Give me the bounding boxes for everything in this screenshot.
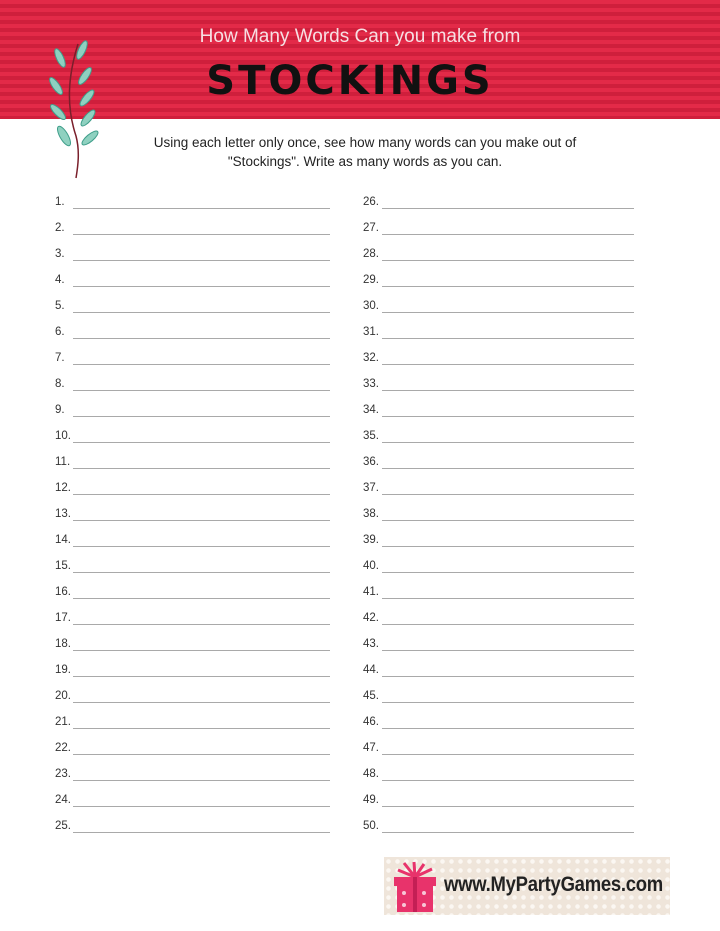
answer-column-left bbox=[55, 192, 330, 842]
answer-write-line[interactable] bbox=[382, 546, 634, 547]
answer-row bbox=[55, 790, 330, 816]
answer-row bbox=[55, 348, 330, 374]
answer-number: 25. bbox=[55, 820, 71, 832]
answer-number: 35. bbox=[363, 430, 379, 442]
answer-number: 31. bbox=[363, 326, 379, 338]
answer-write-line[interactable] bbox=[73, 442, 330, 443]
answer-row bbox=[363, 738, 638, 764]
answer-row bbox=[55, 400, 330, 426]
answer-row bbox=[55, 764, 330, 790]
answer-write-line[interactable] bbox=[382, 650, 634, 651]
answer-number: 30. bbox=[363, 300, 379, 312]
answer-row bbox=[363, 296, 638, 322]
answer-number: 32. bbox=[363, 352, 379, 364]
answer-column-right bbox=[363, 192, 638, 842]
answer-row bbox=[363, 452, 638, 478]
answer-row bbox=[55, 660, 330, 686]
answer-write-line[interactable] bbox=[73, 832, 330, 833]
answer-number: 22. bbox=[55, 742, 71, 754]
answer-write-line[interactable] bbox=[73, 338, 330, 339]
answer-write-line[interactable] bbox=[382, 338, 634, 339]
answer-row bbox=[363, 530, 638, 556]
answer-row bbox=[55, 296, 330, 322]
answer-write-line[interactable] bbox=[382, 520, 634, 521]
answer-number: 9. bbox=[55, 404, 65, 416]
answer-number: 38. bbox=[363, 508, 379, 520]
answer-number: 28. bbox=[363, 248, 379, 260]
answer-row bbox=[55, 686, 330, 712]
answer-write-line[interactable] bbox=[382, 364, 634, 365]
answer-number: 19. bbox=[55, 664, 71, 676]
answer-row bbox=[363, 322, 638, 348]
answer-row bbox=[363, 634, 638, 660]
answer-row bbox=[363, 582, 638, 608]
answer-row bbox=[55, 608, 330, 634]
answer-number: 12. bbox=[55, 482, 71, 494]
answer-write-line[interactable] bbox=[382, 468, 634, 469]
answer-write-line[interactable] bbox=[382, 702, 634, 703]
answer-row bbox=[363, 660, 638, 686]
answer-write-line[interactable] bbox=[382, 416, 634, 417]
answer-row bbox=[363, 556, 638, 582]
website-url: www.MyPartyGames.com bbox=[444, 873, 663, 896]
answer-row bbox=[55, 322, 330, 348]
answer-write-line[interactable] bbox=[73, 468, 330, 469]
answer-row bbox=[363, 426, 638, 452]
answer-write-line[interactable] bbox=[382, 494, 634, 495]
gift-box-icon bbox=[392, 861, 438, 913]
answer-number: 14. bbox=[55, 534, 71, 546]
answer-number: 45. bbox=[363, 690, 379, 702]
answer-write-line[interactable] bbox=[73, 286, 330, 287]
answer-write-line[interactable] bbox=[73, 546, 330, 547]
answer-write-line[interactable] bbox=[73, 780, 330, 781]
answer-number: 11. bbox=[55, 456, 71, 468]
answer-row bbox=[363, 686, 638, 712]
answer-number: 17. bbox=[55, 612, 71, 624]
answer-write-line[interactable] bbox=[382, 286, 634, 287]
answer-write-line[interactable] bbox=[73, 260, 330, 261]
answer-write-line[interactable] bbox=[73, 572, 330, 573]
header-subtitle: How Many Words Can you make from bbox=[199, 26, 521, 47]
answer-row bbox=[55, 556, 330, 582]
answer-number: 29. bbox=[363, 274, 379, 286]
answer-write-line[interactable] bbox=[382, 754, 634, 755]
answer-number: 6. bbox=[55, 326, 65, 338]
answer-write-line[interactable] bbox=[73, 234, 330, 235]
answer-number: 44. bbox=[363, 664, 379, 676]
answer-row bbox=[55, 192, 330, 218]
answer-number: 20. bbox=[55, 690, 71, 702]
answer-row bbox=[363, 608, 638, 634]
answer-write-line[interactable] bbox=[382, 832, 634, 833]
answer-write-line[interactable] bbox=[382, 572, 634, 573]
answer-write-line[interactable] bbox=[382, 208, 634, 209]
answer-write-line[interactable] bbox=[382, 442, 634, 443]
answer-row bbox=[363, 244, 638, 270]
answer-write-line[interactable] bbox=[73, 312, 330, 313]
answer-row bbox=[55, 270, 330, 296]
answer-write-line[interactable] bbox=[73, 702, 330, 703]
answer-row bbox=[55, 374, 330, 400]
answer-write-line[interactable] bbox=[73, 416, 330, 417]
answer-number: 16. bbox=[55, 586, 71, 598]
page-title: STOCKINGS bbox=[206, 58, 494, 104]
answer-row bbox=[363, 400, 638, 426]
answer-write-line[interactable] bbox=[73, 728, 330, 729]
answer-number: 39. bbox=[363, 534, 379, 546]
answer-row bbox=[363, 764, 638, 790]
instructions-line-1: Using each letter only once, see how many words can you make out of bbox=[153, 135, 577, 150]
header-banner bbox=[0, 0, 720, 119]
answer-write-line[interactable] bbox=[382, 390, 634, 391]
answer-row bbox=[363, 790, 638, 816]
answer-row bbox=[55, 426, 330, 452]
answer-row bbox=[55, 738, 330, 764]
answer-number: 23. bbox=[55, 768, 71, 780]
answer-write-line[interactable] bbox=[73, 624, 330, 625]
answer-number: 24. bbox=[55, 794, 71, 806]
answer-write-line[interactable] bbox=[73, 520, 330, 521]
answer-number: 46. bbox=[363, 716, 379, 728]
answer-row bbox=[363, 348, 638, 374]
answer-row bbox=[363, 270, 638, 296]
answer-number: 34. bbox=[363, 404, 379, 416]
website-badge bbox=[384, 857, 670, 915]
answer-row bbox=[55, 530, 330, 556]
answer-number: 43. bbox=[363, 638, 379, 650]
answer-row bbox=[55, 816, 330, 842]
answer-number: 4. bbox=[55, 274, 65, 286]
answer-row bbox=[55, 218, 330, 244]
answer-write-line[interactable] bbox=[382, 624, 634, 625]
answer-row bbox=[55, 244, 330, 270]
answer-write-line[interactable] bbox=[382, 234, 634, 235]
answer-number: 50. bbox=[363, 820, 379, 832]
answer-number: 18. bbox=[55, 638, 71, 650]
answer-number: 3. bbox=[55, 248, 65, 260]
answer-row bbox=[363, 712, 638, 738]
answer-number: 41. bbox=[363, 586, 379, 598]
answer-number: 36. bbox=[363, 456, 379, 468]
answer-write-line[interactable] bbox=[382, 598, 634, 599]
answer-write-line[interactable] bbox=[73, 494, 330, 495]
answer-write-line[interactable] bbox=[73, 390, 330, 391]
answer-number: 47. bbox=[363, 742, 379, 754]
answer-write-line[interactable] bbox=[73, 754, 330, 755]
answer-write-line[interactable] bbox=[73, 208, 330, 209]
answer-row bbox=[363, 192, 638, 218]
answer-write-line[interactable] bbox=[382, 312, 634, 313]
answer-number: 15. bbox=[55, 560, 71, 572]
answer-row bbox=[55, 452, 330, 478]
answer-row bbox=[363, 816, 638, 842]
answer-number: 13. bbox=[55, 508, 71, 520]
answer-write-line[interactable] bbox=[382, 806, 634, 807]
answer-row bbox=[55, 582, 330, 608]
answer-number: 49. bbox=[363, 794, 379, 806]
instructions bbox=[80, 133, 650, 171]
answer-number: 1. bbox=[55, 196, 65, 208]
answer-number: 2. bbox=[55, 222, 65, 234]
answer-number: 37. bbox=[363, 482, 379, 494]
answer-row bbox=[363, 478, 638, 504]
answer-write-line[interactable] bbox=[73, 364, 330, 365]
answer-number: 7. bbox=[55, 352, 65, 364]
answer-write-line[interactable] bbox=[73, 676, 330, 677]
answer-row bbox=[55, 712, 330, 738]
answer-number: 33. bbox=[363, 378, 379, 390]
answer-write-line[interactable] bbox=[382, 780, 634, 781]
answer-number: 5. bbox=[55, 300, 65, 312]
answer-number: 27. bbox=[363, 222, 379, 234]
answer-write-line[interactable] bbox=[73, 598, 330, 599]
answer-number: 42. bbox=[363, 612, 379, 624]
answer-row bbox=[363, 504, 638, 530]
answer-row bbox=[363, 218, 638, 244]
answer-number: 48. bbox=[363, 768, 379, 780]
answer-write-line[interactable] bbox=[382, 676, 634, 677]
answer-write-line[interactable] bbox=[382, 728, 634, 729]
answer-row bbox=[55, 634, 330, 660]
answer-row bbox=[55, 504, 330, 530]
answer-number: 40. bbox=[363, 560, 379, 572]
answer-number: 10. bbox=[55, 430, 71, 442]
answer-number: 8. bbox=[55, 378, 65, 390]
answer-write-line[interactable] bbox=[73, 806, 330, 807]
answer-number: 26. bbox=[363, 196, 379, 208]
answer-write-line[interactable] bbox=[73, 650, 330, 651]
answer-write-line[interactable] bbox=[382, 260, 634, 261]
answer-row bbox=[55, 478, 330, 504]
instructions-line-2: "Stockings". Write as many words as you can. bbox=[227, 154, 503, 169]
answer-number: 21. bbox=[55, 716, 71, 728]
answer-row bbox=[363, 374, 638, 400]
